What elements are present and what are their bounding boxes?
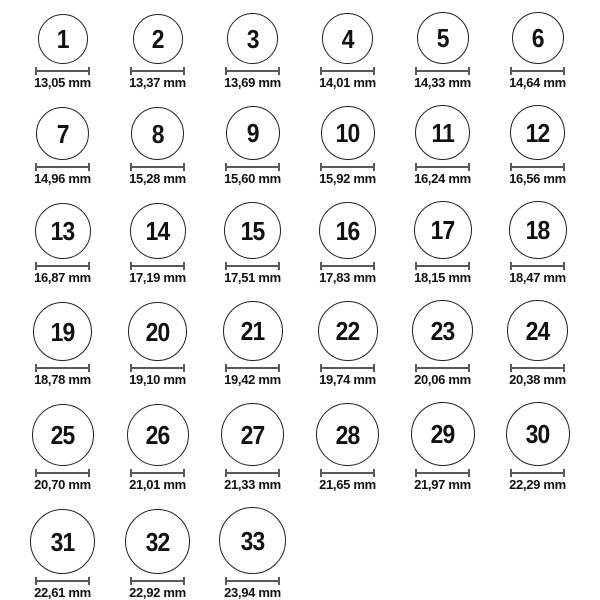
bracket-right-tick [88,163,90,171]
ring-size-number: 31 [50,526,75,557]
ring-size-row [15,300,600,387]
ring-circle [30,509,95,574]
ring-size-number: 4 [341,23,354,54]
bracket-line [130,166,185,168]
diameter-measure-bracket [225,67,280,75]
diameter-measure-bracket [225,262,280,270]
ring-size-cell [205,202,300,285]
diameter-label: 19,42 mm [224,372,281,387]
bracket-right-tick [373,163,375,171]
ring-size-number: 8 [151,118,164,149]
bracket-right-tick [278,577,280,585]
bracket-right-tick [563,364,565,372]
ring-size-row [15,105,600,186]
ring-circle [506,402,570,466]
diameter-label: 21,65 mm [319,477,376,492]
ring-size-cell [110,302,205,387]
bracket-right-tick [88,262,90,270]
ring-size-cell [490,300,585,387]
diameter-measure-bracket [35,364,90,372]
bracket-line [35,70,90,72]
diameter-measure-bracket [320,262,375,270]
ring-size-cell [205,301,300,387]
diameter-measure-bracket [415,67,470,75]
diameter-measure-bracket [510,262,565,270]
ring-circle [509,201,567,259]
ring-size-cell [15,509,110,600]
ring-size-number: 23 [430,315,455,346]
diameter-measure-bracket [130,364,185,372]
bracket-line [320,472,375,474]
diameter-measure-bracket [510,163,565,171]
diameter-label: 14,01 mm [319,75,376,90]
bracket-line [130,265,185,267]
ring-size-cell [110,404,205,492]
bracket-right-tick [278,163,280,171]
bracket-right-tick [563,67,565,75]
ring-size-cell [395,201,490,285]
bracket-right-tick [373,67,375,75]
diameter-label: 19,74 mm [319,372,376,387]
ring-circle [36,107,89,160]
bracket-right-tick [183,163,185,171]
bracket-line [225,265,280,267]
bracket-right-tick [563,262,565,270]
diameter-label: 18,78 mm [34,372,91,387]
ring-circle [32,404,94,466]
diameter-measure-bracket [35,163,90,171]
bracket-right-tick [278,469,280,477]
ring-circle [131,107,184,160]
ring-size-cell [15,14,110,90]
ring-circle [411,402,475,466]
ring-circle [319,202,376,259]
diameter-measure-bracket [35,577,90,585]
ring-size-number: 28 [335,419,360,450]
diameter-measure-bracket [35,262,90,270]
ring-circle [322,13,373,64]
ring-circle [130,203,186,259]
bracket-line [510,166,565,168]
bracket-right-tick [88,67,90,75]
diameter-label: 21,33 mm [224,477,281,492]
bracket-right-tick [278,262,280,270]
bracket-right-tick [88,364,90,372]
diameter-measure-bracket [130,577,185,585]
ring-size-cell [490,12,585,90]
ring-size-number: 14 [145,216,170,246]
diameter-label: 13,37 mm [129,75,186,90]
diameter-label: 20,06 mm [414,372,471,387]
diameter-label: 17,51 mm [224,270,281,285]
ring-size-row [15,201,600,285]
ring-circle [127,404,189,466]
bracket-line [130,472,185,474]
bracket-line [415,367,470,369]
ring-size-cell [110,509,205,600]
bracket-line [415,265,470,267]
ring-size-cell [395,105,490,186]
ring-circle [507,300,568,361]
diameter-measure-bracket [130,262,185,270]
diameter-measure-bracket [510,67,565,75]
ring-circle [221,403,284,466]
bracket-line [320,70,375,72]
bracket-right-tick [183,262,185,270]
ring-size-number: 29 [430,419,455,449]
diameter-label: 16,56 mm [509,171,566,186]
ring-size-number: 17 [430,215,455,245]
ring-size-number: 19 [50,316,75,347]
diameter-measure-bracket [130,163,185,171]
bracket-right-tick [183,577,185,585]
ring-size-cell [15,404,110,492]
ring-size-number: 1 [56,24,69,54]
diameter-measure-bracket [320,364,375,372]
ring-size-cell [205,106,300,186]
bracket-line [415,472,470,474]
bracket-right-tick [183,469,185,477]
diameter-measure-bracket [415,364,470,372]
ring-size-number: 13 [50,216,75,246]
ring-circle [414,201,472,259]
diameter-label: 17,83 mm [319,270,376,285]
ring-size-number: 30 [525,419,550,449]
ring-size-number: 3 [246,23,259,54]
diameter-label: 21,01 mm [129,477,186,492]
bracket-right-tick [373,469,375,477]
ring-size-number: 11 [431,117,454,148]
ring-size-number: 22 [335,316,360,346]
ring-size-row [15,402,600,492]
ring-circle [412,300,473,361]
bracket-line [35,367,90,369]
ring-circle [321,106,375,160]
diameter-measure-bracket [225,163,280,171]
diameter-label: 22,92 mm [129,585,186,600]
ring-size-cell [15,107,110,186]
ring-size-cell [205,507,300,600]
diameter-label: 14,64 mm [509,75,566,90]
ring-size-cell [110,203,205,285]
ring-circle [128,302,187,361]
ring-size-number: 24 [525,315,550,346]
ring-size-cell [490,201,585,285]
diameter-label: 15,92 mm [319,171,376,186]
ring-size-number: 32 [145,526,170,557]
ring-size-number: 27 [240,419,265,450]
bracket-right-tick [183,364,185,372]
bracket-line [35,166,90,168]
bracket-line [35,265,90,267]
ring-size-cell [490,402,585,492]
diameter-label: 13,05 mm [34,75,91,90]
ring-size-number: 21 [240,316,265,346]
bracket-line [225,472,280,474]
ring-size-row [15,507,600,600]
ring-size-number: 2 [151,24,164,54]
ring-circle [38,14,88,64]
diameter-label: 22,29 mm [509,477,566,492]
bracket-line [510,472,565,474]
bracket-right-tick [183,67,185,75]
ring-size-number: 10 [335,118,360,148]
bracket-right-tick [373,364,375,372]
ring-size-number: 7 [56,118,69,149]
bracket-right-tick [278,364,280,372]
diameter-label: 17,19 mm [129,270,186,285]
ring-circle [226,106,280,160]
diameter-label: 15,60 mm [224,171,281,186]
ring-size-number: 16 [335,215,360,246]
bracket-right-tick [468,67,470,75]
bracket-right-tick [278,67,280,75]
diameter-measure-bracket [130,67,185,75]
ring-size-number: 25 [50,420,75,450]
ring-size-cell [300,301,395,387]
ring-circle [133,14,183,64]
bracket-line [225,70,280,72]
ring-size-cell [15,203,110,285]
ring-circle [417,12,469,64]
ring-circle [33,302,92,361]
bracket-line [35,580,90,582]
ring-circle [125,509,190,574]
ring-circle [510,105,565,160]
diameter-measure-bracket [225,364,280,372]
ring-size-cell [395,300,490,387]
ring-size-number: 12 [525,117,550,148]
ring-size-cell [205,403,300,492]
bracket-line [415,70,470,72]
diameter-measure-bracket [35,67,90,75]
bracket-right-tick [468,364,470,372]
bracket-line [415,166,470,168]
diameter-label: 13,69 mm [224,75,281,90]
bracket-line [510,265,565,267]
bracket-line [130,70,185,72]
ring-size-row [15,12,600,90]
ring-circle [316,403,379,466]
ring-size-cell [205,13,300,90]
ring-size-number: 33 [240,525,265,556]
ring-size-cell [300,106,395,186]
ring-size-number: 18 [525,215,550,245]
diameter-label: 22,61 mm [34,585,91,600]
ring-size-cell [300,202,395,285]
bracket-line [320,265,375,267]
ring-circle [415,105,470,160]
ring-size-number: 6 [531,23,544,53]
ring-size-cell [395,402,490,492]
bracket-line [130,367,185,369]
diameter-measure-bracket [35,469,90,477]
ring-circle [223,301,283,361]
ring-size-cell [15,302,110,387]
ring-size-number: 5 [436,23,449,53]
bracket-line [225,166,280,168]
diameter-measure-bracket [415,163,470,171]
ring-circle [35,203,91,259]
bracket-line [320,367,375,369]
diameter-measure-bracket [320,469,375,477]
ring-size-cell [490,105,585,186]
diameter-label: 14,33 mm [414,75,471,90]
bracket-right-tick [563,163,565,171]
diameter-measure-bracket [225,577,280,585]
bracket-line [225,367,280,369]
diameter-measure-bracket [510,469,565,477]
bracket-right-tick [563,469,565,477]
diameter-label: 18,47 mm [509,270,566,285]
diameter-measure-bracket [415,469,470,477]
bracket-right-tick [373,262,375,270]
bracket-line [35,472,90,474]
diameter-label: 15,28 mm [129,171,186,186]
diameter-measure-bracket [225,469,280,477]
bracket-line [510,70,565,72]
bracket-right-tick [468,163,470,171]
ring-circle [318,301,378,361]
diameter-measure-bracket [510,364,565,372]
ring-circle [219,507,286,574]
ring-size-number: 15 [240,215,265,246]
bracket-right-tick [468,469,470,477]
diameter-label: 16,87 mm [34,270,91,285]
ring-circle [512,12,564,64]
ring-circle [227,13,278,64]
diameter-label: 21,97 mm [414,477,471,492]
ring-size-cell [110,14,205,90]
diameter-label: 23,94 mm [224,585,281,600]
ring-size-number: 9 [246,118,259,148]
diameter-measure-bracket [130,469,185,477]
bracket-right-tick [88,577,90,585]
diameter-label: 20,38 mm [509,372,566,387]
ring-size-number: 26 [145,420,170,450]
bracket-line [130,580,185,582]
diameter-label: 20,70 mm [34,477,91,492]
diameter-label: 16,24 mm [414,171,471,186]
ring-size-cell [395,12,490,90]
ring-circle [224,202,281,259]
ring-size-cell [300,403,395,492]
ring-size-cell [300,13,395,90]
ring-size-cell [110,107,205,186]
diameter-measure-bracket [320,67,375,75]
diameter-label: 14,96 mm [34,171,91,186]
diameter-measure-bracket [415,262,470,270]
bracket-right-tick [468,262,470,270]
bracket-line [510,367,565,369]
bracket-line [320,166,375,168]
diameter-label: 19,10 mm [129,372,186,387]
ring-size-number: 20 [145,316,170,347]
bracket-line [225,580,280,582]
diameter-measure-bracket [320,163,375,171]
diameter-label: 18,15 mm [414,270,471,285]
bracket-right-tick [88,469,90,477]
